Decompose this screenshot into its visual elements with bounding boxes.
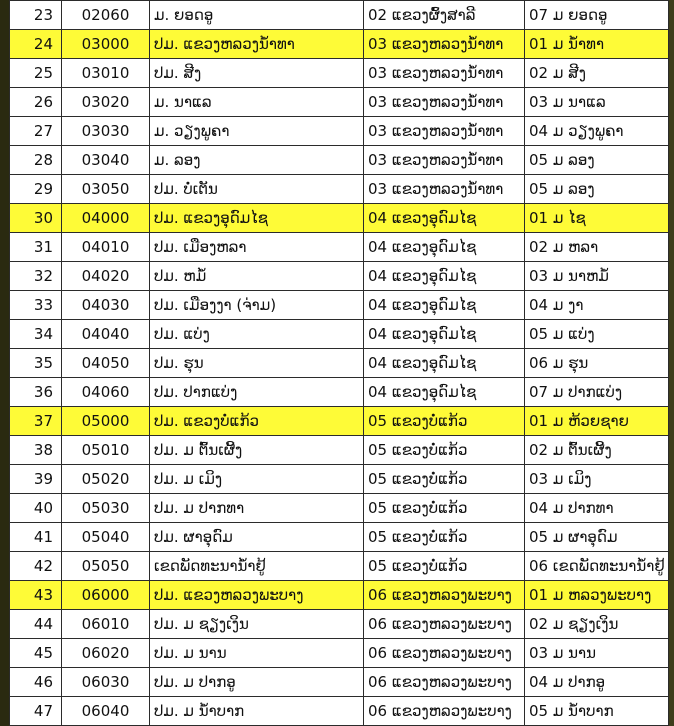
- table-row: [10, 233, 669, 262]
- office-name-cell: ປມ. ຜາອຸດົມ: [150, 523, 364, 552]
- province-cell: 03 ແຂວງຫລວງນ້ຳທາ: [364, 146, 525, 175]
- district-cell: 07 ມ ປາກແບ່ງ: [525, 378, 669, 407]
- table-row: [10, 581, 669, 610]
- left-edge-stripe: [0, 0, 9, 726]
- province-cell: 03 ແຂວງຫລວງນ້ຳທາ: [364, 117, 525, 146]
- province-cell: 04 ແຂວງອຸດົມໄຊ: [364, 204, 525, 233]
- row-number-cell: 32: [10, 262, 62, 291]
- district-cell: 06 ເຂດພັດທະນານ້ຳຢູ້: [525, 552, 669, 581]
- table-row: [10, 436, 669, 465]
- province-cell: 04 ແຂວງອຸດົມໄຊ: [364, 378, 525, 407]
- row-number-cell: 31: [10, 233, 62, 262]
- table-row: [10, 378, 669, 407]
- office-name-cell: ປມ. ມ ປາກທາ: [150, 494, 364, 523]
- row-number-cell: 36: [10, 378, 62, 407]
- row-number-cell: 27: [10, 117, 62, 146]
- district-cell: 04 ມ ປາກອູ: [525, 668, 669, 697]
- office-name-cell: ປມ. ມ ຕົ້ນເຜີ້ງ: [150, 436, 364, 465]
- table-row: [10, 610, 669, 639]
- table-row: [10, 465, 669, 494]
- table-row: [10, 407, 669, 436]
- office-name-cell: ປມ. ເມືອງງາ (ຈ່າມ): [150, 291, 364, 320]
- office-name-cell: ປມ. ມ ເມິງ: [150, 465, 364, 494]
- office-name-cell: ປມ. ມ ນ້ຳບາກ: [150, 697, 364, 726]
- code-cell: 05050: [62, 552, 150, 581]
- district-cell: 02 ມ ຕົ້ນເຜີ້ງ: [525, 436, 669, 465]
- district-cell: 05 ມ ແບ່ງ: [525, 320, 669, 349]
- code-cell: 03000: [62, 30, 150, 59]
- province-cell: 05 ແຂວງບໍ່ແກ້ວ: [364, 436, 525, 465]
- province-cell: 03 ແຂວງຫລວງນ້ຳທາ: [364, 59, 525, 88]
- table-body: [10, 1, 669, 726]
- row-number-cell: 38: [10, 436, 62, 465]
- district-cell: 01 ມ ຫ້ວຍຊາຍ: [525, 407, 669, 436]
- table-row: [10, 59, 669, 88]
- province-cell: 03 ແຂວງຫລວງນ້ຳທາ: [364, 30, 525, 59]
- table-row: [10, 668, 669, 697]
- row-number-cell: 33: [10, 291, 62, 320]
- district-cell: 04 ມ ວຽງພູຄາ: [525, 117, 669, 146]
- row-number-cell: 45: [10, 639, 62, 668]
- office-name-cell: ປມ. ແຂວງອຸດົມໄຊ: [150, 204, 364, 233]
- table-row: [10, 349, 669, 378]
- office-name-cell: ປມ. ມ ຊຽງເງິນ: [150, 610, 364, 639]
- district-cell: 01 ມ ຫລວງພະບາງ: [525, 581, 669, 610]
- row-number-cell: 44: [10, 610, 62, 639]
- code-cell: 04040: [62, 320, 150, 349]
- district-cell: 05 ມ ຜາອຸດົມ: [525, 523, 669, 552]
- office-name-cell: ມ. ຍອດອູ: [150, 1, 364, 30]
- row-number-cell: 30: [10, 204, 62, 233]
- office-name-cell: ມ. ນາແລ: [150, 88, 364, 117]
- office-name-cell: ປມ. ແຂວງຫລວງພະບາງ: [150, 581, 364, 610]
- table-row: [10, 117, 669, 146]
- province-cell: 05 ແຂວງບໍ່ແກ້ວ: [364, 523, 525, 552]
- code-cell: 05020: [62, 465, 150, 494]
- table-row: [10, 697, 669, 726]
- district-code-table: [9, 0, 669, 726]
- province-cell: 04 ແຂວງອຸດົມໄຊ: [364, 291, 525, 320]
- district-cell: 05 ມ ລອງ: [525, 175, 669, 204]
- province-cell: 06 ແຂວງຫລວງພະບາງ: [364, 610, 525, 639]
- row-number-cell: 26: [10, 88, 62, 117]
- province-cell: 05 ແຂວງບໍ່ແກ້ວ: [364, 465, 525, 494]
- province-cell: 06 ແຂວງຫລວງພະບາງ: [364, 668, 525, 697]
- province-cell: 05 ແຂວງບໍ່ແກ້ວ: [364, 407, 525, 436]
- district-cell: 05 ມ ລອງ: [525, 146, 669, 175]
- province-cell: 06 ແຂວງຫລວງພະບາງ: [364, 639, 525, 668]
- row-number-cell: 28: [10, 146, 62, 175]
- code-cell: 04050: [62, 349, 150, 378]
- office-name-cell: ເຂດພັດທະນານ້ຳຢູ້: [150, 552, 364, 581]
- code-cell: 04030: [62, 291, 150, 320]
- row-number-cell: 23: [10, 1, 62, 30]
- row-number-cell: 34: [10, 320, 62, 349]
- office-name-cell: ປມ. ປາກແບ່ງ: [150, 378, 364, 407]
- code-cell: 04000: [62, 204, 150, 233]
- table-row: [10, 523, 669, 552]
- office-name-cell: ປມ. ມ ນານ: [150, 639, 364, 668]
- province-cell: 04 ແຂວງອຸດົມໄຊ: [364, 349, 525, 378]
- code-cell: 03010: [62, 59, 150, 88]
- row-number-cell: 46: [10, 668, 62, 697]
- code-cell: 06010: [62, 610, 150, 639]
- district-cell: 06 ມ ຮຸນ: [525, 349, 669, 378]
- table-row: [10, 552, 669, 581]
- row-number-cell: 47: [10, 697, 62, 726]
- office-name-cell: ປມ. ສີງ: [150, 59, 364, 88]
- province-cell: 05 ແຂວງບໍ່ແກ້ວ: [364, 494, 525, 523]
- code-cell: 06030: [62, 668, 150, 697]
- office-name-cell: ປມ. ຫມໍ້: [150, 262, 364, 291]
- table-row: [10, 146, 669, 175]
- province-cell: 03 ແຂວງຫລວງນ້ຳທາ: [364, 88, 525, 117]
- province-cell: 06 ແຂວງຫລວງພະບາງ: [364, 697, 525, 726]
- office-name-cell: ມ. ລອງ: [150, 146, 364, 175]
- province-cell: 03 ແຂວງຫລວງນ້ຳທາ: [364, 175, 525, 204]
- office-name-cell: ປມ. ມ ປາກອູ: [150, 668, 364, 697]
- table-row: [10, 291, 669, 320]
- province-cell: 02 ແຂວງຜົ້ງສາລີ: [364, 1, 525, 30]
- row-number-cell: 43: [10, 581, 62, 610]
- district-cell: 02 ມ ສີງ: [525, 59, 669, 88]
- row-number-cell: 24: [10, 30, 62, 59]
- code-cell: 03030: [62, 117, 150, 146]
- row-number-cell: 39: [10, 465, 62, 494]
- district-cell: 03 ມ ນາແລ: [525, 88, 669, 117]
- code-cell: 05030: [62, 494, 150, 523]
- table-row: [10, 30, 669, 59]
- table-row: [10, 639, 669, 668]
- code-cell: 03050: [62, 175, 150, 204]
- office-name-cell: ມ. ວຽງພູຄາ: [150, 117, 364, 146]
- district-cell: 01 ມ ໄຊ: [525, 204, 669, 233]
- code-cell: 05040: [62, 523, 150, 552]
- table-row: [10, 204, 669, 233]
- table-row: [10, 88, 669, 117]
- province-cell: 06 ແຂວງຫລວງພະບາງ: [364, 581, 525, 610]
- province-cell: 04 ແຂວງອຸດົມໄຊ: [364, 320, 525, 349]
- code-cell: 03020: [62, 88, 150, 117]
- row-number-cell: 29: [10, 175, 62, 204]
- district-cell: 07 ມ ຍອດອູ: [525, 1, 669, 30]
- code-cell: 06020: [62, 639, 150, 668]
- code-cell: 06000: [62, 581, 150, 610]
- province-cell: 04 ແຂວງອຸດົມໄຊ: [364, 233, 525, 262]
- row-number-cell: 41: [10, 523, 62, 552]
- row-number-cell: 42: [10, 552, 62, 581]
- district-cell: 04 ມ ປາກທາ: [525, 494, 669, 523]
- office-name-cell: ປມ. ແຂວງບໍ່ແກ້ວ: [150, 407, 364, 436]
- district-cell: 04 ມ ງາ: [525, 291, 669, 320]
- table-row: [10, 1, 669, 30]
- code-cell: 02060: [62, 1, 150, 30]
- table-row: [10, 262, 669, 291]
- district-cell: 05 ມ ນ້ຳບາກ: [525, 697, 669, 726]
- office-name-cell: ປມ. ຮຸນ: [150, 349, 364, 378]
- table-row: [10, 320, 669, 349]
- province-cell: 04 ແຂວງອຸດົມໄຊ: [364, 262, 525, 291]
- office-name-cell: ປມ. ບໍ່ເຕັນ: [150, 175, 364, 204]
- code-cell: 04010: [62, 233, 150, 262]
- code-cell: 04020: [62, 262, 150, 291]
- code-cell: 06040: [62, 697, 150, 726]
- district-cell: 01 ມ ນ້ຳທາ: [525, 30, 669, 59]
- row-number-cell: 40: [10, 494, 62, 523]
- district-cell: 03 ມ ນານ: [525, 639, 669, 668]
- table-row: [10, 494, 669, 523]
- province-cell: 05 ແຂວງບໍ່ແກ້ວ: [364, 552, 525, 581]
- code-cell: 05000: [62, 407, 150, 436]
- office-name-cell: ປມ. ເມືອງຫລາ: [150, 233, 364, 262]
- district-cell: 02 ມ ຊຽງເງິນ: [525, 610, 669, 639]
- office-name-cell: ປມ. ແບ່ງ: [150, 320, 364, 349]
- district-cell: 03 ມ ເມິງ: [525, 465, 669, 494]
- district-cell: 02 ມ ຫລາ: [525, 233, 669, 262]
- office-name-cell: ປມ. ແຂວງຫລວງນ້ຳທາ: [150, 30, 364, 59]
- table-row: [10, 175, 669, 204]
- row-number-cell: 35: [10, 349, 62, 378]
- code-cell: 03040: [62, 146, 150, 175]
- row-number-cell: 37: [10, 407, 62, 436]
- district-cell: 03 ມ ນາຫມໍ້: [525, 262, 669, 291]
- code-cell: 04060: [62, 378, 150, 407]
- code-cell: 05010: [62, 436, 150, 465]
- row-number-cell: 25: [10, 59, 62, 88]
